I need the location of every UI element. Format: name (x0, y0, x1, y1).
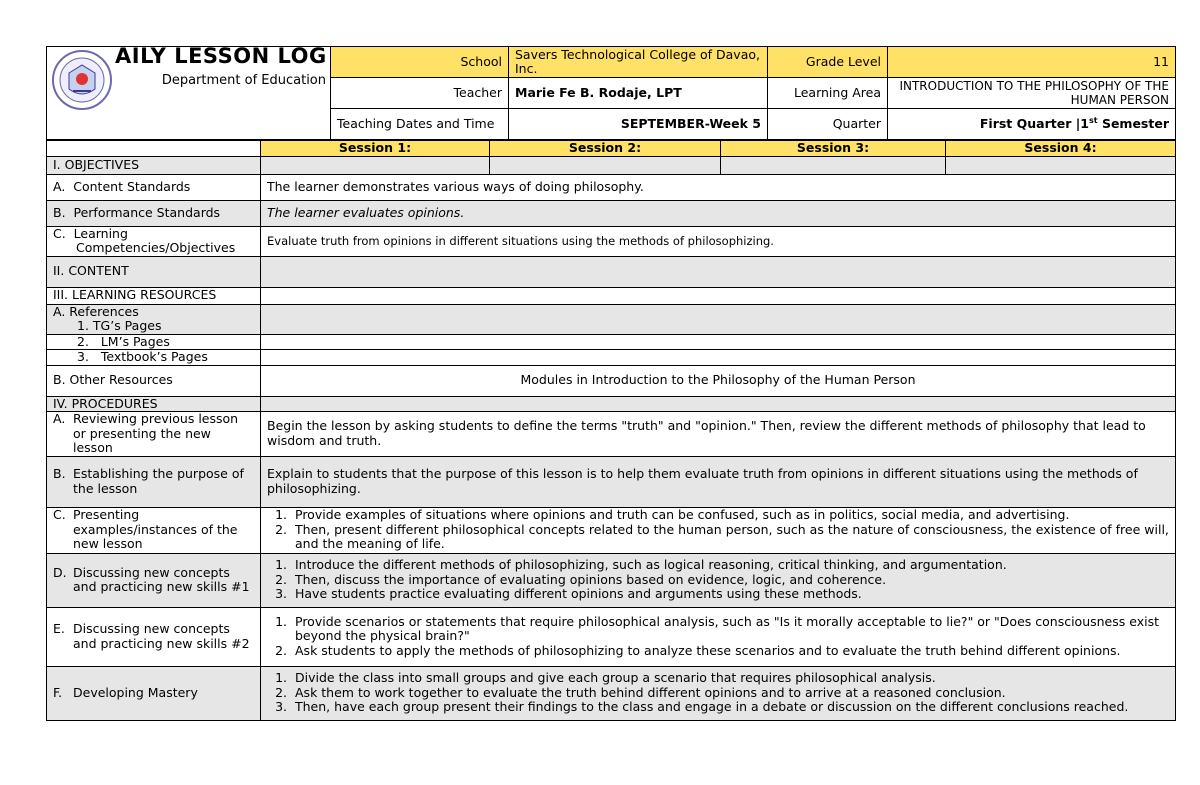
header-logo-cell (47, 47, 331, 140)
competencies-label (47, 226, 261, 256)
competencies-label-line-1: C. Learning (53, 226, 128, 241)
quarter-label: Quarter (768, 109, 888, 140)
other-resources-value: Modules in Introduction to the Philosophy of the Human Person (261, 365, 1176, 396)
procedure-d-item-2: 2. Then, discuss the importance of evaluating opinions based on evidence, logic, and coherence. (291, 573, 1169, 588)
lm-pages-value (261, 334, 1176, 350)
procedure-d-text: Discussing new concepts and practicing new skills #1 (73, 564, 250, 594)
procedure-c-text: Presenting examples/instances of the new lesson (73, 507, 238, 552)
procedure-a-value: Begin the lesson by asking students to define the terms "truth" and "opinion." Then, review the different methods of philosophy that lead to wisdom and truth. (261, 412, 1176, 457)
procedure-d-value (261, 553, 1176, 607)
procedure-f-label (47, 666, 261, 720)
quarter-value-main: First Quarter |1 (979, 115, 1089, 131)
procedure-b-text: Establishing the purpose of the lesson (73, 466, 244, 496)
textbook-pages-value (261, 350, 1176, 366)
references-value (261, 304, 1176, 334)
session-3-header: Session 3: (721, 141, 946, 157)
header-table (46, 46, 1176, 140)
grade-level-label: Grade Level (768, 47, 888, 78)
procedure-e-value (261, 607, 1176, 666)
procedure-c-list (267, 508, 1169, 552)
session-corner (47, 141, 261, 157)
procedure-e-text: Discussing new concepts and practicing new skills #2 (73, 621, 250, 651)
procedure-f-item-1: 1. Divide the class into small groups and give each group a scenario that requires philosophical analysis. (291, 671, 1169, 686)
tg-pages-label: 1. TG’s Pages (77, 318, 162, 333)
learning-area-label: Learning Area (768, 78, 888, 109)
objectives-cell-1 (261, 156, 490, 174)
procedure-e-item-2: 2. Ask students to apply the methods of philosophizing to analyze these scenarios and to evaluate the truth behind different opinions. (291, 644, 1169, 659)
procedure-f-text: Developing Mastery (73, 684, 198, 700)
teacher-value: Marie Fe B. Rodaje, LPT (509, 78, 768, 109)
procedure-a-label (47, 412, 261, 457)
performance-standards-label: B. Performance Standards (47, 200, 261, 226)
competencies-value: Evaluate truth from opinions in different situations using the methods of philosophizing. (261, 226, 1176, 256)
lm-pages-label: 2. LM’s Pages (47, 334, 261, 350)
procedures-value (261, 396, 1176, 412)
procedure-e-item-1: 1. Provide scenarios or statements that require philosophical analysis, such as "Is it morally acceptable to lie?" or "Does consciousness exist beyond the physical brain?" (291, 615, 1169, 644)
procedure-b-value: Explain to students that the purpose of this lesson is to help them evaluate truth from opinions in different situations using the methods of philosophizing. (261, 456, 1176, 507)
procedure-c-value (261, 507, 1176, 553)
procedures-heading: IV. PROCEDURES (47, 396, 261, 412)
procedure-a-text: Reviewing previous lesson or presenting the new lesson (73, 411, 239, 455)
session-4-header: Session 4: (946, 141, 1176, 157)
procedure-c-item-2: 2. Then, present different philosophical concepts related to the human person, such as the nature of consciousness, the existence of free will, and the meaning of life. (291, 523, 1169, 552)
procedure-d-letter: D. (53, 564, 67, 580)
other-resources-label: B. Other Resources (47, 365, 261, 396)
content-standards-label: A. Content Standards (47, 174, 261, 200)
procedure-d-item-3: 3. Have students practice evaluating different opinions and arguments using these methods. (291, 587, 1169, 602)
learning-area-value: INTRODUCTION TO THE PHILOSOPHY OF THE HUMAN PERSON (888, 78, 1176, 109)
deped-seal-icon (51, 49, 113, 111)
school-value: Savers Technological College of Davao, Inc. (509, 47, 768, 78)
procedure-f-item-3: 3. Then, have each group present their findings to the class and engage in a debate or discussion on the different conclusions reached. (291, 700, 1169, 715)
quarter-value-sup: st (1089, 115, 1098, 125)
procedure-f-list (267, 671, 1169, 715)
procedure-d-item-1: 1. Introduce the different methods of philosophizing, such as logical reasoning, critical thinking, and argumentation. (291, 558, 1169, 573)
grade-level-value: 11 (888, 47, 1176, 78)
session-1-header: Session 1: (261, 141, 490, 157)
content-standards-value: The learner demonstrates various ways of doing philosophy. (261, 174, 1176, 200)
procedure-f-item-2: 2. Ask them to work together to evaluate the truth behind different opinions and to arrive at a reasoned conclusion. (291, 686, 1169, 701)
session-2-header: Session 2: (490, 141, 721, 157)
objectives-heading: I. OBJECTIVES (47, 156, 261, 174)
objectives-cell-2 (490, 156, 721, 174)
procedure-e-label (47, 607, 261, 666)
competencies-label-line-2: Competencies/Objectives (76, 240, 236, 255)
quarter-value-semester: Semester (1097, 115, 1169, 131)
procedure-a-letter: A. (53, 411, 66, 426)
procedure-c-label (47, 507, 261, 553)
procedure-f-value (261, 666, 1176, 720)
objectives-cell-3 (721, 156, 946, 174)
content-heading: II. CONTENT (47, 256, 261, 287)
procedure-d-label (47, 553, 261, 607)
teaching-dates-label: Teaching Dates and Time (331, 109, 509, 140)
lesson-table (46, 140, 1176, 721)
document-title: AILY LESSON LOG (115, 46, 327, 68)
department-name: Department of Education (161, 73, 326, 88)
textbook-pages-label: 3. Textbook’s Pages (47, 350, 261, 366)
references-label (47, 304, 261, 334)
procedure-e-list (267, 615, 1169, 659)
procedure-f-letter: F. (53, 684, 63, 700)
content-value (261, 256, 1176, 287)
lesson-log-page (46, 46, 1175, 721)
procedure-c-letter: C. (53, 507, 66, 523)
learning-resources-heading: III. LEARNING RESOURCES (47, 287, 261, 304)
procedure-c-item-1: 1. Provide examples of situations where opinions and truth can be confused, such as in politics, social media, and advertising. (291, 508, 1169, 523)
school-label: School (331, 47, 509, 78)
teaching-dates-value: SEPTEMBER-Week 5 (509, 109, 768, 140)
procedure-b-letter: B. (53, 466, 66, 481)
learning-resources-value (261, 287, 1176, 304)
quarter-value (888, 109, 1176, 140)
teacher-label: Teacher (331, 78, 509, 109)
objectives-cell-4 (946, 156, 1176, 174)
procedure-b-label (47, 456, 261, 507)
performance-standards-value: The learner evaluates opinions. (261, 200, 1176, 226)
procedure-d-list (267, 558, 1169, 602)
references-title: A. References (53, 304, 139, 319)
procedure-e-letter: E. (53, 621, 65, 636)
